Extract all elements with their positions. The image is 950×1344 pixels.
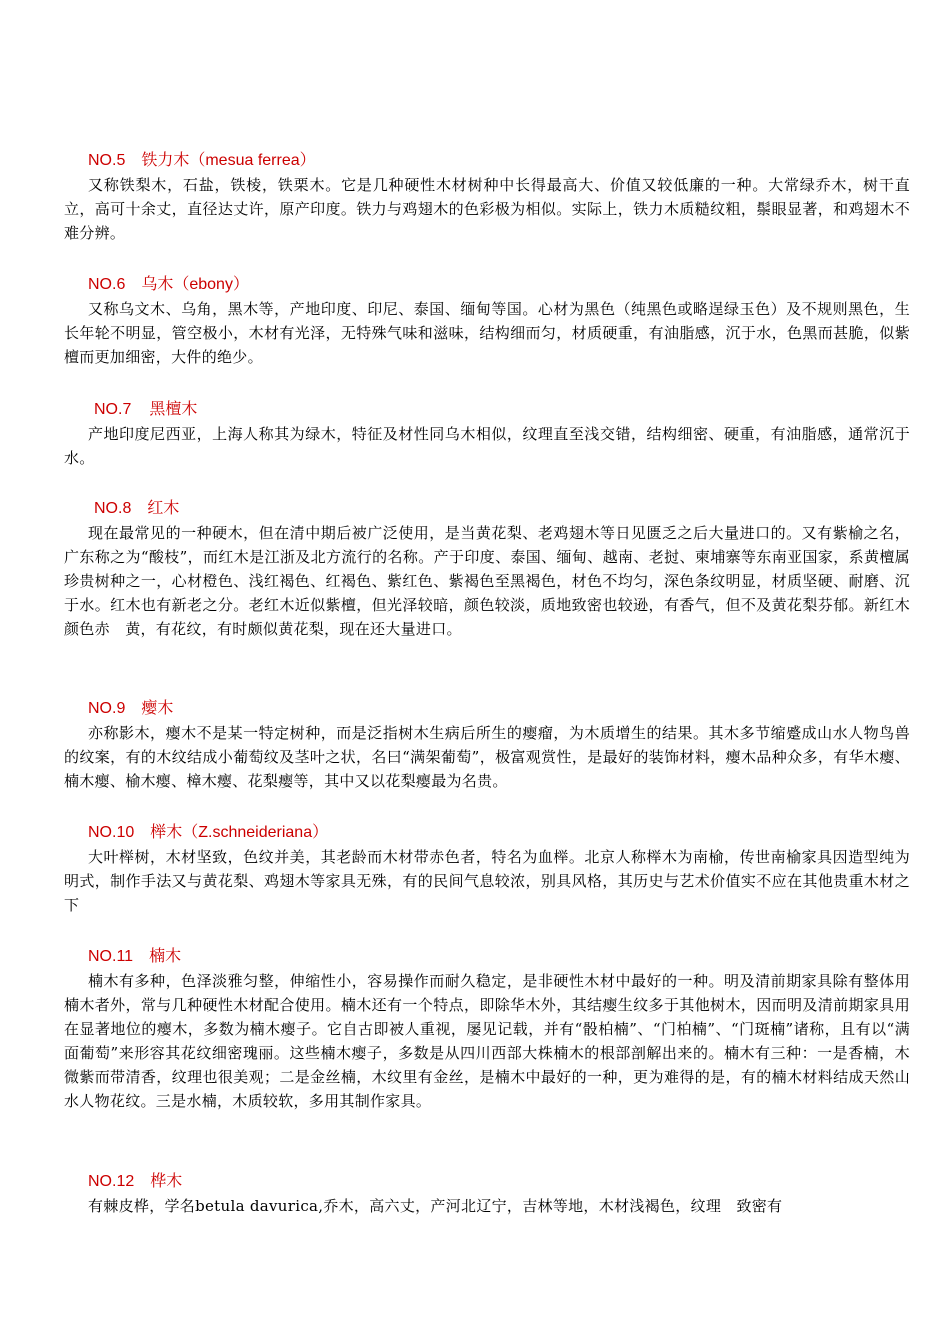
entry-number: NO.6 (88, 276, 126, 293)
entry-text: 又称铁梨木，石盐，铁棱，铁栗木。它是几种硬性木材树种中长得最高大、价值又较低廉的一种。大常绿乔木，树干直立，高可十余丈，直径达丈许，原产印度。铁力与鸡翅木的色彩极为相似。实际上，铁力木质糙纹粗，鬃眼显著，和鸡翅木不难分辨。 (64, 176, 910, 242)
entry-heading (64, 273, 910, 297)
entry-name: 黑檀木 (149, 401, 198, 418)
entry-number: NO.9 (88, 700, 126, 717)
entry-text: 现在最常见的一种硬木，但在清中期后被广泛使用，是当黄花梨、老鸡翅木等日见匮乏之后大量进口的。又有紫榆之名，广东称之为“酸枝”，而红木是江浙及北方流行的名称。产于印度、泰国、缅甸、越南、老挝、柬埔寨等东南亚国家，系黄檀属珍贵树种之一，心材橙色、浅红褐色、红褐色、紫红色、紫褐色至黑褐色，材色不均匀，深色条纹明显，材质坚硬、耐磨、沉于水。红木也有新老之分。老红木近似紫檀，但光泽较暗，颜色较淡，质地致密也较逊，有香气，但不及黄花梨芬郁。新红木颜色赤 黄，有花纹，有时颇似黄花梨，现在还大量进口。 (64, 524, 910, 638)
entry-name: 红木 (147, 500, 180, 517)
entry-heading (64, 697, 910, 721)
entry-text: 亦称影木，瘿木不是某一特定树种，而是泛指树木生病后所生的瘿瘤，为木质增生的结果。其木多节缩蹙成山水人物鸟兽的纹案，有的木纹结成小葡萄纹及茎叶之状，名曰“满架葡萄”，极富观赏性，是最好的装饰材料，瘿木品种众多，有华木瘿、楠木瘿、榆木瘿、樟木瘿、花梨瘿等，其中又以花梨瘿最为名贵。 (64, 724, 910, 790)
entry-heading (64, 821, 910, 845)
entry-text: 产地印度尼西亚，上海人称其为绿木，特征及材性同乌木相似，纹理直至浅交错，结构细密、硬重，有油脂感，通常沉于水。 (64, 425, 910, 467)
entry-name: 桦木 (150, 1173, 183, 1190)
entry-number: NO.5 (88, 152, 126, 169)
entry-no10 (64, 821, 910, 917)
entry-heading (64, 1170, 910, 1194)
entry-name: 乌木（ebony） (141, 276, 249, 293)
entry-no5 (64, 149, 910, 245)
entry-heading (64, 149, 910, 173)
entry-name: 榉木（Z.schneideriana） (150, 824, 329, 841)
entry-number: NO.11 (88, 948, 134, 965)
entry-no8 (64, 497, 910, 641)
entry-no11 (64, 945, 910, 1113)
entry-no6 (64, 273, 910, 369)
entry-name: 铁力木（mesua ferrea） (141, 152, 316, 169)
entry-heading (64, 497, 910, 521)
entry-heading (64, 945, 910, 969)
entry-text: 楠木有多种，色泽淡雅匀整，伸缩性小，容易操作而耐久稳定，是非硬性木材中最好的一种。明及清前期家具除有整体用楠木者外，常与几种硬性木材配合使用。楠木还有一个特点，即除华木外，其结瘿生纹多于其他树木，因而明及清前期家具用在显著地位的瘿木，多数为楠木瘿子。它自古即被人重视，屡见记载，并有“骰柏楠”、“门柏楠”、“门斑楠”诸称，且有以“满面葡萄”来形容其花纹细密瑰丽。这些楠木瘿子，多数是从四川西部大株楠木的根部剖解出来的。楠木有三种：一是香楠，木微紫而带清香，纹理也很美观；二是金丝楠，木纹里有金丝，是楠木中最好的一种，更为难得的是，有的楠木材料结成天然山水人物花纹。三是水楠，木质较软，多用其制作家具。 (64, 972, 910, 1110)
entry-no12 (64, 1170, 910, 1218)
entry-name: 瘿木 (141, 700, 174, 717)
entry-number: NO.8 (94, 500, 132, 517)
entry-heading (64, 398, 910, 422)
entry-name: 楠木 (149, 948, 182, 965)
entry-text: 又称乌文木、乌角，黑木等，产地印度、印尼、泰国、缅甸等国。心材为黑色（纯黑色或略逞绿玉色）及不规则黑色，生长年轮不明显，管空极小，木材有光泽，无特殊气味和滋味，结构细而匀，材质硬重，有油脂感，沉于水，色黑而甚脆，似紫檀而更加细密，大件的绝少。 (64, 300, 910, 366)
entry-text: 大叶榉树，木材坚致，色纹并美，其老龄而木材带赤色者，特名为血榉。北京人称榉木为南榆，传世南榆家具因造型纯为明式，制作手法又与黄花梨、鸡翅木等家具无殊，有的民间气息较浓，别具风格，其历史与艺术价值实不应在其他贵重木材之下 (64, 848, 910, 914)
entry-number: NO.7 (94, 401, 132, 418)
entry-no9 (64, 697, 910, 793)
entry-no7 (64, 398, 910, 470)
entry-number: NO.10 (88, 824, 135, 841)
entry-text: 有棘皮桦，学名betula davurica,乔木，高六丈，产河北辽宁，吉林等地，木材浅褐色，纹理 致密有 (88, 1197, 783, 1215)
entry-number: NO.12 (88, 1173, 135, 1190)
